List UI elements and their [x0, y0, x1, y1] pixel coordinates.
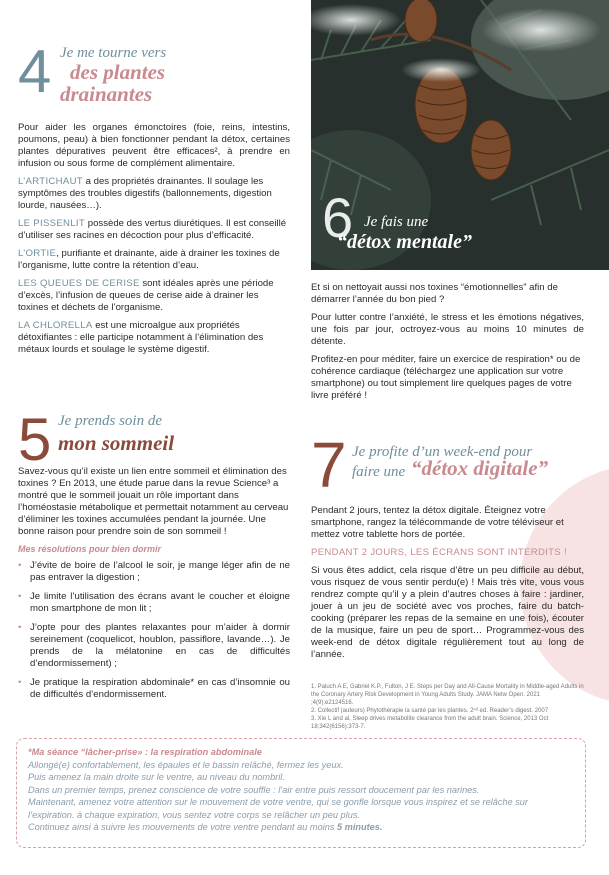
- resolution-item: • J’opte pour des plantes relaxantes pour m’aider à dormir sereinement (coquelicot, houblon, passiflore, lavande…). Je prends de la mélatonine en cas de difficultés d’endormissement) ;: [18, 622, 290, 670]
- section-4-title-line1: des plantes: [70, 60, 166, 84]
- plant-name: L’ORTIE: [18, 248, 57, 259]
- section-6-paragraph: Profitez-en pour méditer, faire un exercice de respiration* ou de cohérence cardiaque (téléchargez une application sur votre smartphone) ou tout simplement lire quelques pages de votre livre préféré !: [311, 354, 581, 401]
- plant-ortie: [18, 248, 290, 272]
- plant-name: LA CHLORELLA: [18, 320, 93, 331]
- plant-name: LES QUEUES DE CERISE: [18, 278, 140, 289]
- plant-text: est une microalgue aux propriétés détoxifiantes : elle participe notamment à l’élimination des métaux lourds et soulage le système digestif.: [18, 320, 264, 355]
- footnotes: [311, 683, 584, 731]
- section-4-paragraph: Pour aider les organes émonctoires (foie, reins, intestins, poumons, peau) à bien fonctionner pendant la détox, certaines plantes dépuratives peuvent être efficaces², à prendre en infusion ou sous forme de complément alimentaire.: [18, 122, 290, 169]
- section-5-title: mon sommeil: [58, 431, 175, 455]
- plant-text: a des propriétés drainantes. Il soulage les symptômes des troubles digestifs (ballonnements, digestion lourde, nausées…).: [18, 176, 272, 211]
- plant-artichaut: [18, 176, 290, 212]
- section-4-body: [18, 122, 290, 362]
- breathing-exercise-title: *Ma séance “lâcher-prise» : la respiration abdominale: [28, 747, 262, 757]
- breathing-step: Allongé(e) confortablement, les épaules et le bassin relâché, fermez les yeux.: [28, 759, 344, 770]
- breathing-step: Dans un premier temps, prenez conscience de votre souffle : l’air entre puis ressort doucement par les narines.: [28, 784, 480, 795]
- section-4-title-line2: drainantes: [60, 82, 153, 106]
- breathing-step-text: Continuez ainsi à suivre les mouvements de votre ventre pendant au moins: [28, 822, 337, 832]
- plant-text: , purifiante et drainante, aide à drainer les toxines de l’organisme, lutte contre la rétention d’eau.: [18, 248, 280, 271]
- plant-pissenlit: [18, 218, 290, 242]
- plant-name: L’ARTICHAUT: [18, 176, 83, 187]
- section-4-number: 4: [18, 38, 52, 105]
- section-5-paragraph: Savez-vous qu’il existe un lien entre sommeil et élimination des toxines ? En 2013, une étude parue dans la revue Science³ a montré que le sommeil jouait un rôle important dans l’homéostasie métabolique et permettait notamment au cerveau d’éliminer les toxines accumulées pendant la journée. Une bonne raison pour prendre soin de son sommeil !: [18, 466, 289, 537]
- section-6-intro: Je fais une: [364, 214, 429, 230]
- footnote: 3. Xie L and al, Sleep drives metabolite clearance from the adult brain. Science, 2013 Oct 18;342(6156):373-7.: [311, 716, 549, 730]
- resolution-item: • Je pratique la respiration abdominale* en cas d’insomnie ou de difficultés d’endormissement.: [18, 677, 290, 701]
- breathing-exercise-content: [28, 746, 576, 834]
- resolutions-list: [18, 560, 290, 701]
- section-7-intro-line1: Je profite d’un week-end pour: [352, 444, 533, 460]
- plant-text: sont idéales après une période d’excès, l’infusion de queues de cerise aide à drainer les toxines et déchets de l’organisme.: [18, 278, 274, 313]
- section-7-paragraph: Si vous êtes addict, cela risque d’être un peu difficile au début, vous risquez de vous sentir perdu(e) ! Mais très vite, vous vous rendrez compte qu’il y a plein d’autres choses à faire : jardiner, jouer à un jeu de société avec vos proches, faire du batch-cooking (préparer les repas de la semaine en une fois), écouter de la musique, faire un peu de sport… Programmez-vous des week-end de détox digitale régulièrement tout au long de l’année.: [311, 565, 584, 660]
- pine-cone-photo: [311, 0, 609, 270]
- section-6-paragraph: Pour lutter contre l’anxiété, le stress et les émotions négatives, une fois par jour, octroyez-vous au moins 10 minutes de détente.: [311, 312, 584, 347]
- section-5-number: 5: [18, 406, 52, 473]
- breathing-step: Puis amenez la main droite sur le ventre, au niveau du nombril.: [28, 772, 285, 782]
- section-7-body: [311, 505, 584, 667]
- plant-name: LE PISSENLIT: [18, 218, 86, 229]
- section-7-highlight: PENDANT 2 JOURS, LES ÉCRANS SONT INTERDITS !: [311, 547, 567, 558]
- section-4-intro: Je me tourne vers: [60, 45, 167, 61]
- breathing-step-last: [28, 821, 576, 834]
- resolutions-title: Mes résolutions pour bien dormir: [18, 544, 162, 554]
- section-6-number: 6: [322, 186, 354, 249]
- pine-branches-illustration: [311, 0, 609, 270]
- section-6-body: [311, 282, 584, 408]
- breathing-duration: 5 minutes.: [336, 822, 383, 832]
- section-5-intro: Je prends soin de: [58, 413, 163, 429]
- plant-chlorella: [18, 320, 290, 356]
- section-7-intro-line2: faire une: [352, 464, 406, 480]
- section-7-title: “détox digitale”: [411, 456, 549, 480]
- footnote: 1. Paluch A E, Gabriel K.P., Fulton, J E. Steps per Day and All-Cause Mortality in Middle-aged Adults in the Coronary Artery Risk Development in Young Adults Study. JAMA Netw Open. 2021 ;4(9):e2124516.: [311, 684, 584, 706]
- resolution-item: • Je limite l’utilisation des écrans avant le coucher et éloigne mon smartphone de mon lit ;: [18, 591, 290, 615]
- section-6-title: “détox mentale”: [337, 231, 472, 253]
- section-5-body: [18, 466, 290, 708]
- resolution-item: • J’évite de boire de l’alcool le soir, je mange léger afin de ne pas entraver la digestion ;: [18, 560, 290, 584]
- breathing-step: Maintenant, amenez votre attention sur le mouvement de votre ventre, qui se gonfle lorsque vous inspirez et se relâche sur l’expiration. à chaque expiration, vous sentez votre corps se relâcher un peu plus.: [28, 797, 528, 820]
- section-6-paragraph: Et si on nettoyait aussi nos toxines “émotionnelles” afin de démarrer l’année du bon pied ?: [311, 282, 558, 305]
- plant-text: possède des vertus diurétiques. Il est conseillé d’utiliser ses racines en décoction pour plus d’efficacité.: [18, 218, 287, 241]
- footnote: 2. Collectif (auteurs) Phytothérapie la santé par les plantes. 2ⁿᵈ ed. Reader’s digest. 2007: [311, 708, 549, 714]
- section-7-number: 7: [311, 429, 347, 501]
- plant-queues-de-cerise: [18, 278, 290, 314]
- section-7-paragraph: Pendant 2 jours, tentez la détox digitale. Éteignez votre smartphone, rangez la télécommande de votre téléviseur et mettez votre tablette hors de portée.: [311, 505, 564, 540]
